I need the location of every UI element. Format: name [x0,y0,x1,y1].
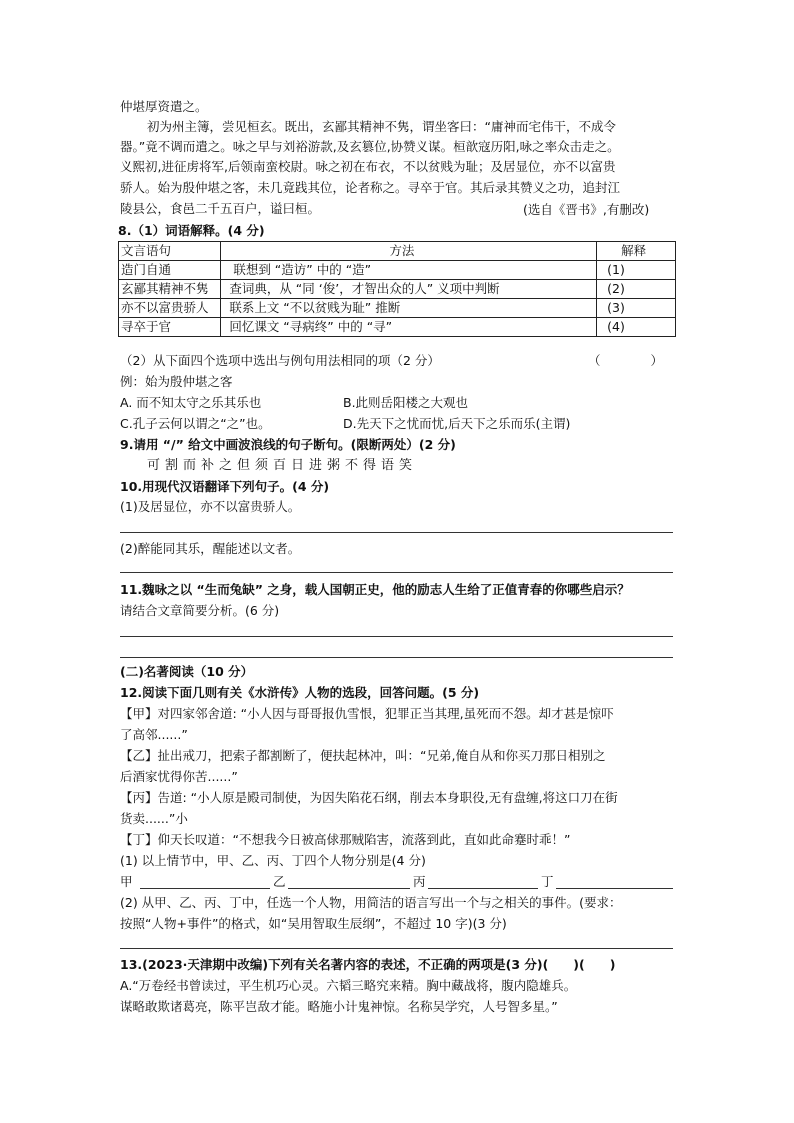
table-cell: 回忆课文 “寻病终” 中的 “寻” [221,318,597,337]
q11-title: 11.魏咏之以 “生而兔缺” 之身，载人国朝正史，他的励志人生给了正值青春的你哪些启示？ [120,582,630,597]
option-b[interactable]: B.此则岳阳楼之大观也 [343,395,469,410]
q13-option-a-cont: 谋略敢欺诸葛亮，陈平岂敌才能。略施小计鬼神惊。名称吴学究，人号智多星。” [120,999,558,1014]
table-cell: 寻卒于官 [119,318,221,337]
q13-option-a: A.“万卷经书曾读过，平生机巧心灵。六韬三略究来精。胸中藏战将，腹内隐雄兵。 [120,978,577,993]
q13-title: 13.(2023·天津期中改编)下列有关名著内容的表述，不正确的两项是(3 分)( )( ) [120,957,616,972]
character-blank[interactable] [140,874,270,889]
q9-title: 9.请用 “/” 给文中画波浪线的句子断句。(限断两处）(2 分) [120,437,456,452]
answer-blank[interactable]: (3) [597,299,676,318]
answer-line[interactable] [120,572,673,573]
table-row [119,299,676,318]
excerpt-jia: 【甲】对四家邻舍道: “小人因与哥哥报仇雪恨，犯罪正当其理,虽死而不怨。却才甚是惊吓 [120,706,614,721]
q12-title: 12.阅读下面几则有关《水浒传》人物的选段，回答问题。(5 分) [120,685,480,700]
character-blank[interactable] [556,874,673,889]
answer-line[interactable] [120,657,673,658]
table-header-cell: 解释 [597,242,676,261]
excerpt-bing-cont: 货卖......”小 [120,811,188,826]
passage-line: 初为州主簿，尝见桓玄。既出，玄鄙其精神不隽，谓坐客曰：“庸神而宅伟干，不成令 [147,119,616,134]
character-blank[interactable] [288,874,410,889]
answer-line[interactable] [120,948,673,949]
excerpt-ding: 【丁】仰天长叹道：“不想我今日被高俅那贼陷害，流落到此，直如此命蹇时乖！” [120,832,571,847]
option-d[interactable]: D.先天下之忧而忧,后天下之乐而乐(主谓) [343,416,571,431]
answer-line[interactable] [120,636,673,637]
answer-blank[interactable]: (4) [597,318,676,337]
table-row [119,318,676,337]
blank-label-bing: 丙 [413,874,426,889]
q10-sentence-2: (2)醉能同其乐，醒能述以文者。 [120,541,301,556]
table-header-row [119,242,676,261]
q10-sentence-1: (1)及居显位，亦不以富贵骄人。 [120,499,301,514]
table-header-cell: 文言语句 [119,242,221,261]
option-a[interactable]: A. 而不知太守之乐其乐也 [120,395,262,410]
passage-line: 义熙初,进征虏将军,后领南蛮校尉。咏之初在布衣，不以贫贱为耻；及居显位，亦不以富贵 [120,159,616,174]
table-header-cell: 方法 [221,242,597,261]
passage-line: 仲堪厚资遣之。 [120,99,208,114]
q12-sub1: (1) 以上情节中，甲、乙、丙、丁四个人物分别是(4 分) [120,853,426,868]
vocab-table [118,241,676,337]
blank-label-ding: 丁 [541,874,554,889]
q12-sub2: (2) 从甲、乙、丙、丁中，任选一个人物，用简洁的语言写出一个与之相关的事件。(要求： [120,895,622,910]
table-cell: 联系上文 “不以贫贱为耻” 推断 [221,299,597,318]
q8-part2: （2）从下面四个选项中选出与例句用法相同的项（2 分） [120,353,440,368]
q11-title-cont: 请结合文章简要分析。(6 分) [120,603,280,618]
excerpt-jia-cont: 了高邻......” [120,727,188,742]
excerpt-yi: 【乙】扯出戒刀，把索子都割断了，便扶起林冲，叫：“兄弟,俺自从和你买刀那日相别之 [120,748,606,763]
table-cell: 联想到 “造访” 中的 “造” [221,261,597,280]
table-cell: 亦不以富贵骄人 [119,299,221,318]
answer-line[interactable] [120,532,673,533]
option-c[interactable]: C.孔子云何以谓之“之”也。 [120,416,271,431]
table-cell: 造门自通 [119,261,221,280]
table-cell: 玄鄙其精神不隽 [119,280,221,299]
q12-sub2-cont: 按照“人物+事件”的格式，如“吴用智取生辰纲”，不超过 10 字)(3 分) [120,916,507,931]
answer-blank[interactable]: (2) [597,280,676,299]
passage-line: 陵县公，食邑二千五百户，谥曰桓。 [120,201,321,216]
answer-blank[interactable]: (1) [597,261,676,280]
answer-paren[interactable]: （ ） [588,353,664,368]
section-title: (二)名著阅读（10 分） [120,664,254,679]
character-blank[interactable] [428,874,538,889]
blank-label-yi: 乙 [273,874,286,889]
q10-title: 10.用现代汉语翻译下列句子。(4 分) [120,479,330,494]
passage-line: 骄人。始为殷仲堪之客，未几竟践其位，论者称之。寻卒于官。其后录其赞义之功，追封江 [120,180,621,195]
table-row [119,261,676,280]
q8-title: 8.（1）词语解释。(4 分) [118,223,265,238]
blank-label-jia: 甲 [120,874,133,889]
q9-sentence: 可割而补之但须百日进粥不得语笑 [147,458,418,473]
excerpt-yi-cont: 后酒家忧得你苦......” [120,769,238,784]
passage-source: (选自《晋书》,有删改) [523,202,650,217]
example-sentence: 例：始为殷仲堪之客 [120,374,233,389]
table-row [119,280,676,299]
excerpt-bing: 【丙】告道: “小人原是殿司制使，为因失陷花石纲，削去本身职役,无有盘缠,将这口刀在街 [120,790,618,805]
table-cell: 查词典，从 “同 ‘俊’，才智出众的人” 义项中判断 [221,280,597,299]
passage-line: 器。”竟不调而遣之。咏之早与刘裕游款,及玄篡位,协赞义谋。桓歆寇历阳,咏之率众击走之。 [120,139,620,154]
